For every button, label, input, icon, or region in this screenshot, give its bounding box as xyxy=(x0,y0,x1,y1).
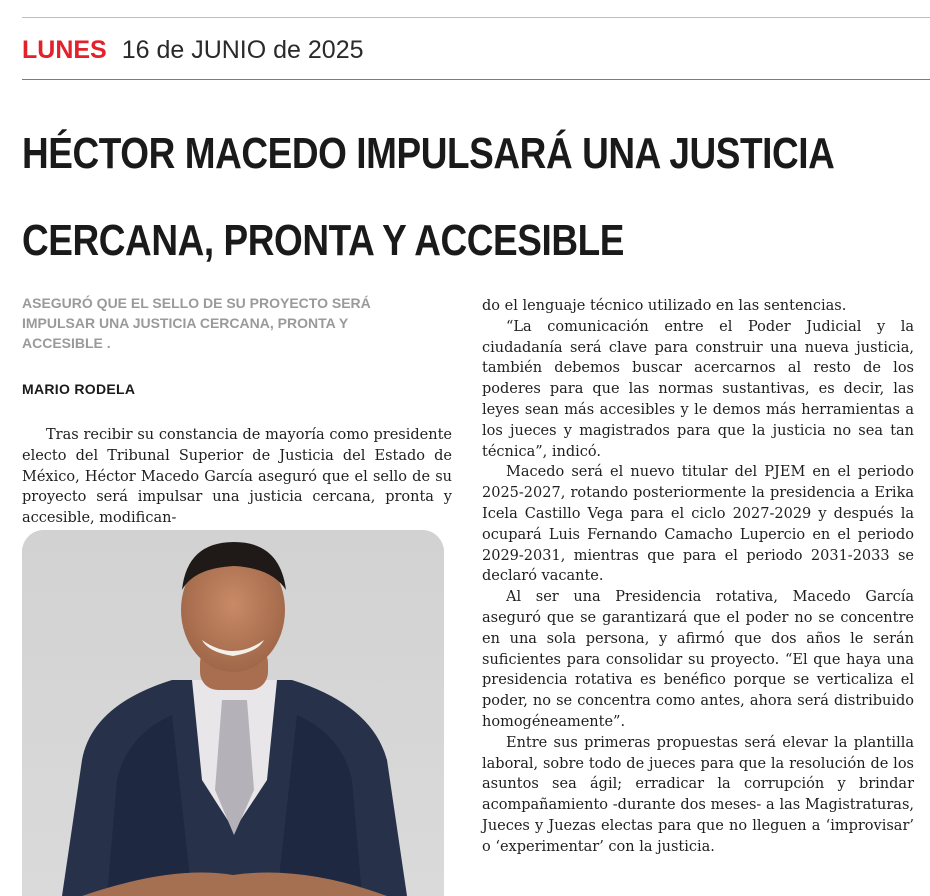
article-headline xyxy=(22,110,835,284)
right-column xyxy=(482,296,914,858)
paragraph: Entre sus primeras propuestas será elevar la plantilla laboral, sobre todo de jueces para que la resolución de los asuntos sea ágil; erradicar la corrupción y brindar acompañamiento -durante dos meses- a las Magistraturas, Jueces y Juezas electas para que no lleguen a ‘improvisar’ o ‘experimentar’ con la justicia. xyxy=(482,734,914,855)
top-divider xyxy=(22,17,930,18)
article-dek: ASEGURÓ QUE EL SELLO DE SU PROYECTO SERÁ IMPULSAR UNA JUSTICIA CERCANA, PRONTA Y ACCESIBLE . xyxy=(22,295,371,351)
headline-line-2: CERCANA, PRONTA Y ACCESIBLE xyxy=(22,216,624,265)
paragraph: do el lenguaje técnico utilizado en las sentencias. xyxy=(482,298,847,314)
dateline xyxy=(22,34,364,66)
publication-date: 16 de JUNIO de 2025 xyxy=(121,36,364,64)
paragraph: “La comunicación entre el Poder Judicial y la ciudadanía será clave para construir una nueva justicia, también debemos buscar acercarnos al resto de los poderes para que las normas sustantivas, es decir, las leyes sean más accesibles y le demos más herramientas a los jueces y magistrados para que la justicia no sea tan técnica”, indicó. xyxy=(482,318,914,460)
headline-line-1: HÉCTOR MACEDO IMPULSARÁ UNA JUSTICIA xyxy=(22,129,835,178)
weekday: LUNES xyxy=(22,36,107,64)
portrait-photo xyxy=(22,530,444,896)
paragraph: Macedo será el nuevo titular del PJEM en el periodo 2025-2027, rotando posteriormente la presidencia a Erika Icela Castillo Vega para el ciclo 2027-2029 y después la ocupará Luis Fernando Camacho Lupercio en el periodo 2029-2031, mientras que para el periodo 2031-2033 se declaró vacante. xyxy=(482,464,914,585)
header-rule xyxy=(22,79,930,80)
paragraph: Al ser una Presidencia rotativa, Macedo García aseguró que se garantizará que el poder no se concentre en una sola persona, y afirmó que dos años le serán suficientes para consolidar su proyecto. “El que haya una presidencia rotativa es benéfico porque se verticaliza el poder, no se concentra como antes, ahora será distribuido homogéneamente”. xyxy=(482,589,914,730)
byline: MARIO RODELA xyxy=(22,381,136,397)
left-column xyxy=(22,425,452,529)
paragraph: Tras recibir su constancia de mayoría como presidente electo del Tribunal Superior de Justicia del Estado de México, Héctor Macedo García aseguró que el sello de su proyecto será impulsar una justicia cercana, pronta y accesible, modifican- xyxy=(22,427,452,527)
